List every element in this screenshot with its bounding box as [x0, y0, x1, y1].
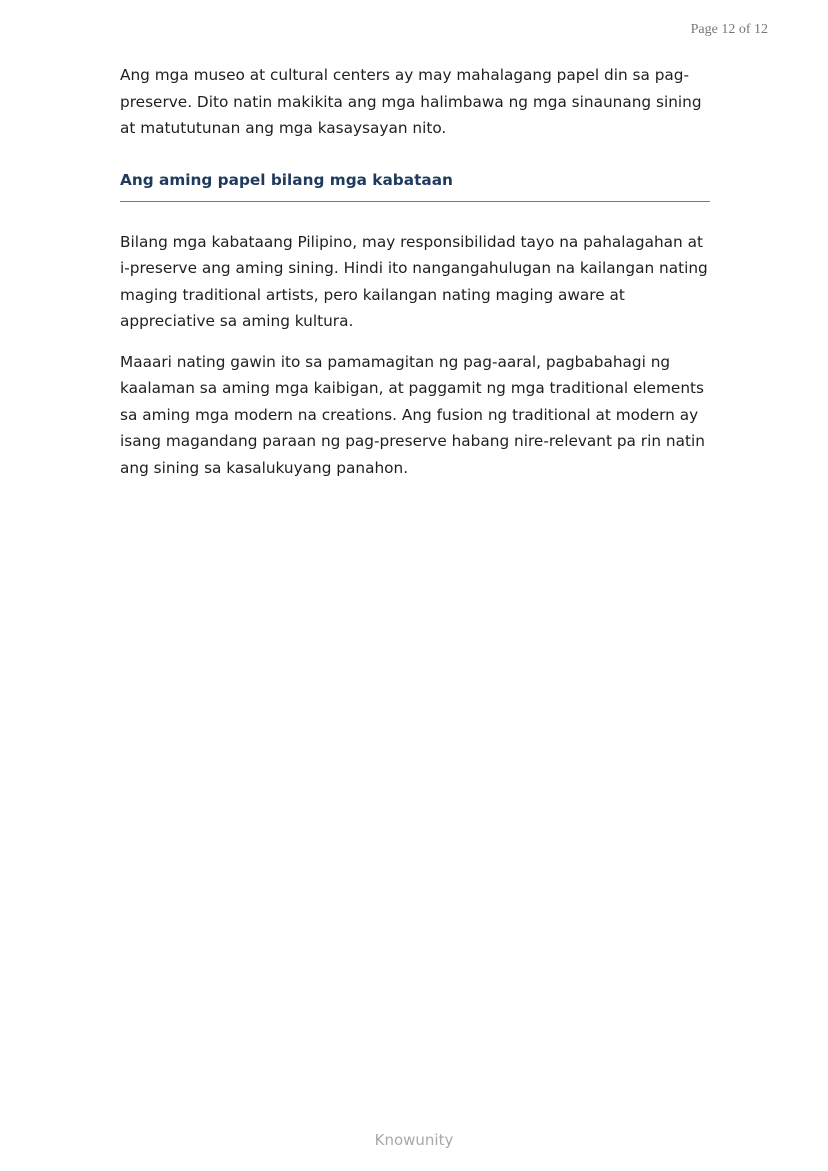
intro-paragraph: Ang mga museo at cultural centers ay may mahalagang papel din sa pag-preserve. Dito natin makikita ang mga halimbawa ng mga sinaunang sining at matututunan ang mga kasaysayan nito. [120, 66, 702, 137]
section-heading: Ang aming papel bilang mga kabataan [120, 170, 453, 189]
footer-brand: Knowunity [374, 1131, 454, 1149]
section-heading-block [120, 170, 710, 202]
section-paragraph-2: Maaari nating gawin ito sa pamamagitan ng pag-aaral, pagbabahagi ng kaalaman sa aming mga kaibigan, at paggamit ng mga traditional elements sa aming mga modern na creations. Ang fusion ng traditional at modern ay isang magandang paraan ng pag-preserve habang nire-relevant pa rin natin ang sining sa kasalukuyang panahon. [120, 352, 705, 477]
page-number: Page 12 of 12 [690, 22, 768, 37]
document-body [120, 62, 710, 495]
section-paragraph-1: Bilang mga kabataang Pilipino, may responsibilidad tayo na pahalagahan at i-preserve ang aming sining. Hindi ito nangangahulugan na kailangan nating maging traditional artists, pero kailangan nating maging aware at appreciative sa aming kultura. [120, 232, 708, 330]
